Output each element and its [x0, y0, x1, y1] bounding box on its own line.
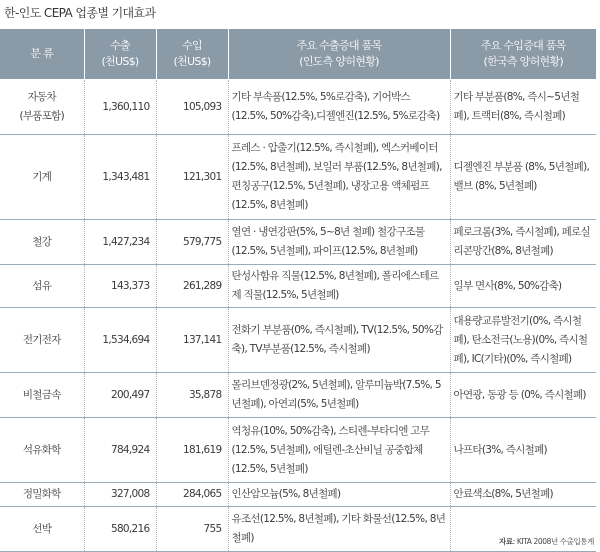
export-items-cell: 열연 · 냉연강판(5%, 5~8년 철폐) 철강구조물 (12.5%, 5년철폐), 파이프(12.5%, 8년철폐) [228, 220, 450, 265]
export-items-cell: 역청유(10%, 50%감축), 스티렌-부타디엔 고무 (12.5%, 5년철폐), 에틸렌-초산비닐 공중합체 (12.5%, 5년철폐) [228, 418, 450, 483]
table-row [0, 80, 596, 135]
export-cell: 580,216 [84, 507, 156, 552]
category-cell: 자동차 (부품포함) [0, 80, 84, 135]
import-items-cell: 나프타(3%, 즉시철폐) [450, 418, 596, 483]
import-items-cell: 일부 면사(8%, 50%감축) [450, 265, 596, 308]
source-note [499, 536, 594, 547]
category-cell: 선박 [0, 507, 84, 552]
import-cell: 755 [156, 507, 228, 552]
table-row [0, 308, 596, 373]
export-cell: 1,360,110 [84, 80, 156, 135]
export-cell: 327,008 [84, 483, 156, 507]
import-cell: 284,065 [156, 483, 228, 507]
import-cell: 261,289 [156, 265, 228, 308]
export-cell: 143,373 [84, 265, 156, 308]
category-cell: 철강 [0, 220, 84, 265]
category-cell: 석유화학 [0, 418, 84, 483]
export-items-cell: 탄성사함유 직물(12.5%, 8년철폐), 폴리에스테르제 직물(12.5%, 5년철폐) [228, 265, 450, 308]
header-category: 분 류 [0, 29, 84, 80]
export-cell: 1,427,234 [84, 220, 156, 265]
source-label: 자료 [499, 537, 513, 546]
table-title: 한-인도 CEPA 업종별 기대효과 [4, 6, 156, 20]
import-cell: 121,301 [156, 135, 228, 220]
source-text: : KITA 2008년 수출입통계 [512, 537, 594, 546]
import-cell: 35,878 [156, 373, 228, 418]
header-import-items: 주요 수입증대 품목 (한국측 양허현황) [450, 29, 596, 80]
export-items-cell: 프레스 · 압출기(12.5%, 즉시철폐), 엑스커베이터 (12.5%, 8년철폐), 보일러 부품(12.5%, 8년철폐), 편칭공구(12.5%, 5년철폐), 냉장고용 액체펌프 (12.5%, 8년철폐) [228, 135, 450, 220]
import-cell: 105,093 [156, 80, 228, 135]
table-row [0, 483, 596, 507]
header-export: 수출 (천US$) [84, 29, 156, 80]
import-cell: 137,141 [156, 308, 228, 373]
header-import: 수입 (천US$) [156, 29, 228, 80]
category-cell: 기계 [0, 135, 84, 220]
export-cell: 1,534,694 [84, 308, 156, 373]
import-items-cell: 디젤엔진 부분품 (8%, 5년철폐), 밸브 (8%, 5년철폐) [450, 135, 596, 220]
table-row [0, 265, 596, 308]
table-row [0, 418, 596, 483]
import-items-cell: 대용량교류발전기(0%, 즉시철폐), 탄소전극(노용)(0%, 즉시철폐), IC(기타)(0%, 즉시철폐) [450, 308, 596, 373]
category-cell: 정밀화학 [0, 483, 84, 507]
table-row [0, 373, 596, 418]
export-items-cell: 유조선(12.5%, 8년철폐), 기타 화물선(12.5%, 8년철폐) [228, 507, 450, 552]
import-items-cell: 기타 부분품(8%, 즉시~5년철폐), 트랙터(8%, 즉시철폐) [450, 80, 596, 135]
cepa-table [0, 29, 596, 552]
export-items-cell: 인산암모늄(5%, 8년철폐) [228, 483, 450, 507]
export-items-cell: 기타 부속품(12.5%, 5%로감축), 기어박스 (12.5%, 50%감축),디젤엔진(12.5%, 5%로감축) [228, 80, 450, 135]
export-items-cell: 몰리브덴정광(2%, 5년철폐), 알루미늄박(7.5%, 5년철폐), 아연괴(5%, 5년철폐) [228, 373, 450, 418]
category-cell: 전기전자 [0, 308, 84, 373]
export-cell: 200,497 [84, 373, 156, 418]
category-cell: 섬유 [0, 265, 84, 308]
import-items-cell: 페로크롬(3%, 즉시철폐), 페로실리콘망간(8%, 8년철폐) [450, 220, 596, 265]
import-cell: 579,775 [156, 220, 228, 265]
table-row [0, 220, 596, 265]
export-cell: 784,924 [84, 418, 156, 483]
table-row [0, 135, 596, 220]
header-row [0, 29, 596, 80]
category-cell: 비철금속 [0, 373, 84, 418]
import-items-cell: 아연광, 동광 등 (0%, 즉시철폐) [450, 373, 596, 418]
import-cell: 181,619 [156, 418, 228, 483]
export-items-cell: 전화기 부분품(0%, 즉시철폐), TV(12.5%, 50%감축), TV부분품(12.5%, 즉시철폐) [228, 308, 450, 373]
export-cell: 1,343,481 [84, 135, 156, 220]
header-export-items: 주요 수출증대 품목 (인도측 양허현황) [228, 29, 450, 80]
import-items-cell: 안료색소(8%, 5년철폐) [450, 483, 596, 507]
